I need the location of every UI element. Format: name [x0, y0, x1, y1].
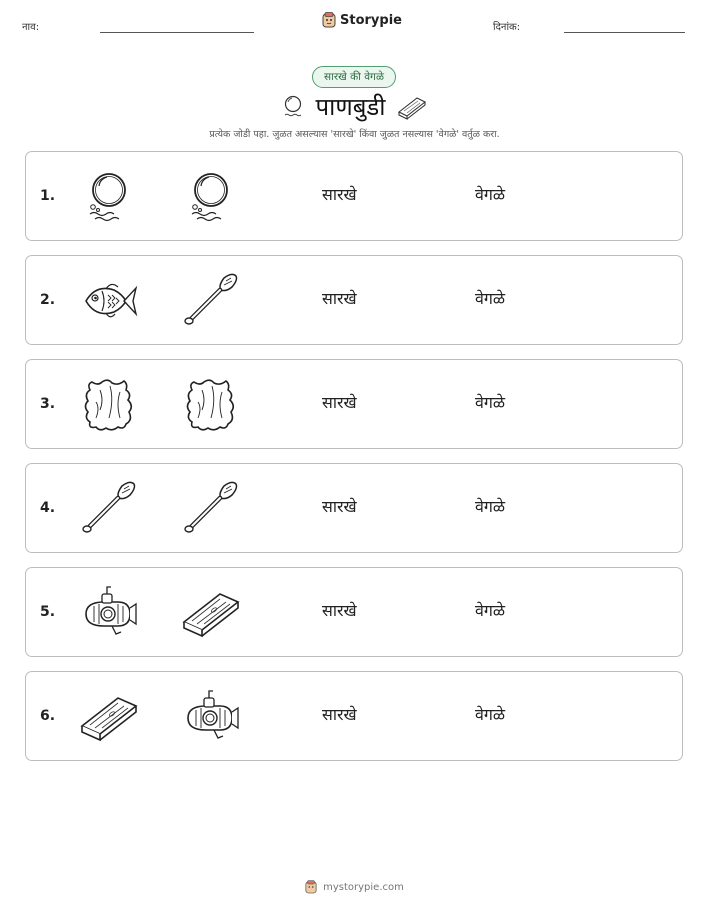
submarine-icon [78, 582, 140, 644]
footer [0, 880, 709, 894]
different-option[interactable]: वेगळे [475, 393, 506, 412]
submarine-icon [180, 686, 242, 748]
same-option[interactable]: सारखे [322, 393, 357, 412]
bubble-icon [180, 166, 242, 228]
question-card [25, 567, 683, 657]
same-option[interactable]: सारखे [322, 601, 357, 620]
date-line[interactable] [564, 32, 685, 33]
storypie-mascot-icon [322, 12, 336, 28]
date-label: दिनांक: [493, 22, 521, 33]
question-card [25, 255, 683, 345]
page-title: पाणबुडी [315, 93, 386, 121]
name-line[interactable] [100, 32, 254, 33]
same-option[interactable]: सारखे [322, 705, 357, 724]
animal-hide-icon [78, 374, 140, 436]
question-number: 2. [40, 292, 56, 308]
different-option[interactable]: वेगळे [475, 601, 506, 620]
same-option[interactable]: सारखे [322, 289, 357, 308]
question-number: 4. [40, 500, 56, 516]
brand-name: Storypie [340, 12, 402, 28]
different-option[interactable]: वेगळे [475, 705, 506, 724]
footer-site: mystorypie.com [323, 881, 404, 893]
question-number: 5. [40, 604, 56, 620]
question-number: 3. [40, 396, 56, 412]
storypie-mascot-icon [305, 880, 317, 894]
bubble-icon [282, 95, 304, 119]
question-number: 6. [40, 708, 56, 724]
oar-icon [180, 478, 242, 540]
question-number: 1. [40, 188, 56, 204]
instructions: प्रत्येक जोडी पहा. जुळत असल्यास 'सारखे' किंवा जुळत नसल्यास 'वेगळे' वर्तुळ करा. [209, 129, 500, 140]
different-option[interactable]: वेगळे [475, 289, 506, 308]
question-card [25, 151, 683, 241]
bubble-icon [78, 166, 140, 228]
fish-icon [78, 270, 140, 332]
different-option[interactable]: वेगळे [475, 185, 506, 204]
same-option[interactable]: सारखे [322, 185, 357, 204]
wood-plank-icon [180, 582, 242, 644]
name-label: नाव: [22, 22, 40, 33]
question-card [25, 359, 683, 449]
same-option[interactable]: सारखे [322, 497, 357, 516]
different-option[interactable]: वेगळे [475, 497, 506, 516]
oar-icon [180, 270, 242, 332]
wood-plank-icon [78, 686, 140, 748]
animal-hide-icon [180, 374, 242, 436]
question-card [25, 671, 683, 761]
oar-icon [78, 478, 140, 540]
worksheet-type-badge: सारखे की वेगळे [312, 66, 396, 88]
wood-plank-icon [397, 94, 427, 120]
title-row [0, 90, 709, 123]
brand-logo [322, 12, 402, 28]
question-card [25, 463, 683, 553]
